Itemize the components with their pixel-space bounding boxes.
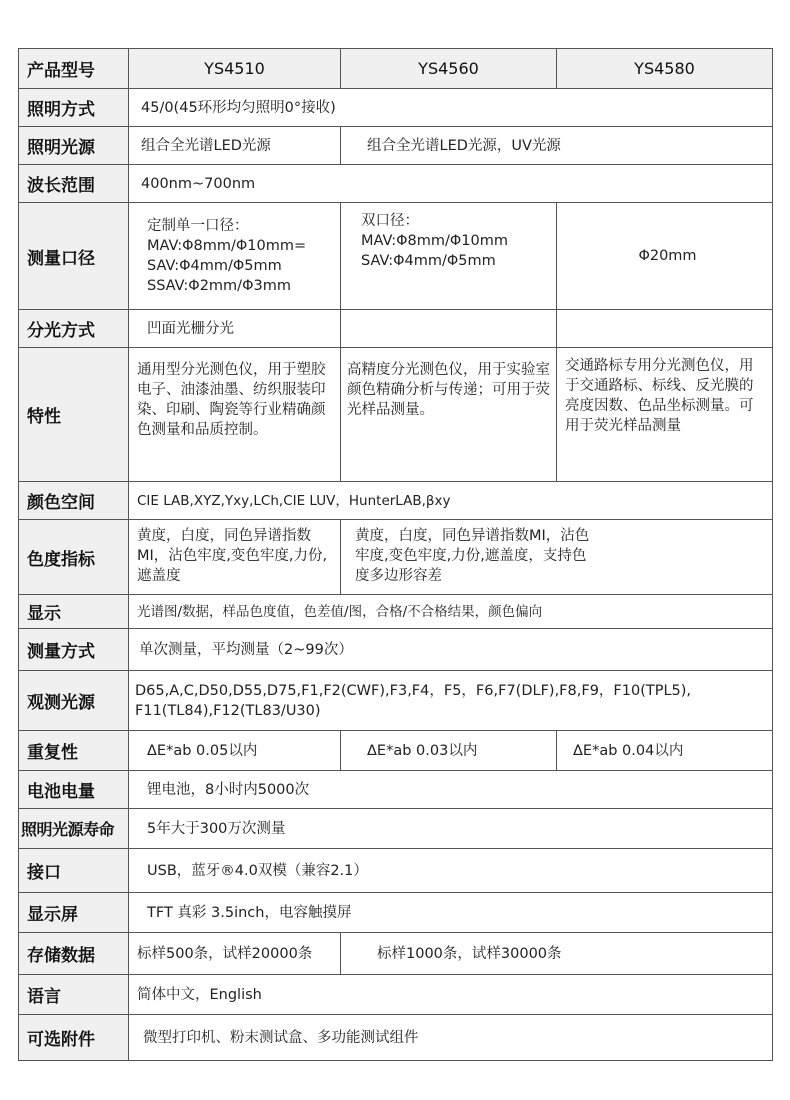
value-cell: 高精度分光测色仪，用于实验室颜色精确分析与传递；可用于荧光样品测量。 bbox=[341, 348, 557, 482]
row-model bbox=[19, 49, 773, 89]
row-spectral bbox=[19, 310, 773, 348]
value-cell: 黄度，白度，同色异谱指数MI，沾色牢度,变色牢度,力份,遮盖度 bbox=[129, 520, 341, 595]
row-label: 波长范围 bbox=[19, 165, 129, 203]
row-battery bbox=[19, 771, 773, 809]
value-cell: 组合全光谱LED光源，UV光源 bbox=[341, 127, 773, 165]
row-label: 颜色空间 bbox=[19, 482, 129, 520]
row-features bbox=[19, 348, 773, 482]
value-cell: 400nm~700nm bbox=[129, 165, 773, 203]
value-line: MAV:Φ8mm/Φ10mm bbox=[361, 233, 509, 249]
value-cell: USB，蓝牙®4.0双模（兼容2.1） bbox=[129, 849, 773, 893]
value-cell: ΔE*ab 0.05以内 bbox=[129, 731, 341, 771]
value-line: 双口径： bbox=[361, 213, 419, 229]
empty-cell bbox=[557, 310, 773, 348]
row-storage bbox=[19, 933, 773, 975]
row-colorimetric bbox=[19, 520, 773, 595]
value-cell: 通用型分光测色仪，用于塑胶电子、油漆油墨、纺织服装印染、印刷、陶瓷等行业精确颜色测量和品质控制。 bbox=[129, 348, 341, 482]
row-label: 产品型号 bbox=[19, 49, 129, 89]
row-label: 色度指标 bbox=[19, 520, 129, 595]
value-cell: 凹面光栅分光 bbox=[129, 310, 341, 348]
row-aperture bbox=[19, 203, 773, 310]
value-cell: 黄度，白度，同色异谱指数MI，沾色牢度,变色牢度,力份,遮盖度，支持色度多边形容差 bbox=[341, 520, 773, 595]
value-line: SAV:Φ4mm/Φ5mm bbox=[147, 258, 282, 274]
value-cell: 组合全光谱LED光源 bbox=[129, 127, 341, 165]
row-wavelength bbox=[19, 165, 773, 203]
value-line: SSAV:Φ2mm/Φ3mm bbox=[147, 278, 291, 294]
model-ys4580: YS4580 bbox=[557, 49, 773, 89]
value-cell: 45/0(45环形均匀照明0°接收) bbox=[129, 89, 773, 127]
value-line: MAV:Φ8mm/Φ10mm= bbox=[147, 238, 307, 254]
row-screen bbox=[19, 893, 773, 933]
value-cell: 锂电池，8小时内5000次 bbox=[129, 771, 773, 809]
row-observer-light bbox=[19, 671, 773, 731]
row-measure-mode bbox=[19, 629, 773, 671]
value-cell: D65,A,C,D50,D55,D75,F1,F2(CWF),F3,F4，F5，F6,F7(DLF),F8,F9，F10(TPL5), F11(TL84),F12(TL83/U30) bbox=[129, 671, 773, 731]
row-light-source bbox=[19, 127, 773, 165]
value-line: 定制单一口径： bbox=[147, 218, 249, 234]
row-label: 测量口径 bbox=[19, 203, 129, 310]
row-repeatability bbox=[19, 731, 773, 771]
row-display bbox=[19, 595, 773, 629]
row-label: 语言 bbox=[19, 975, 129, 1015]
value-cell: CIE LAB,XYZ,Yxy,LCh,CIE LUV，HunterLAB,βxy bbox=[129, 482, 773, 520]
row-illumination bbox=[19, 89, 773, 127]
row-label: 照明光源寿命 bbox=[19, 809, 129, 849]
value-cell: Φ20mm bbox=[557, 203, 773, 310]
value-cell: TFT 真彩 3.5inch，电容触摸屏 bbox=[129, 893, 773, 933]
row-label: 显示 bbox=[19, 595, 129, 629]
row-interface bbox=[19, 849, 773, 893]
value-cell: 标样500条，试样20000条 bbox=[129, 933, 341, 975]
value-cell bbox=[341, 203, 557, 310]
value-cell: 简体中文，English bbox=[129, 975, 773, 1015]
row-label: 重复性 bbox=[19, 731, 129, 771]
row-label: 存储数据 bbox=[19, 933, 129, 975]
row-label: 观测光源 bbox=[19, 671, 129, 731]
row-label: 照明方式 bbox=[19, 89, 129, 127]
row-language bbox=[19, 975, 773, 1015]
value-cell: 标样1000条，试样30000条 bbox=[341, 933, 773, 975]
value-cell: ΔE*ab 0.03以内 bbox=[341, 731, 557, 771]
row-label: 分光方式 bbox=[19, 310, 129, 348]
model-ys4560: YS4560 bbox=[341, 49, 557, 89]
row-label: 照明光源 bbox=[19, 127, 129, 165]
spec-table bbox=[18, 48, 773, 1061]
value-cell: ΔE*ab 0.04以内 bbox=[557, 731, 773, 771]
row-label: 测量方式 bbox=[19, 629, 129, 671]
row-color-space bbox=[19, 482, 773, 520]
model-ys4510: YS4510 bbox=[129, 49, 341, 89]
value-cell: 光谱图/数据，样品色度值，色差值/图，合格/不合格结果，颜色偏向 bbox=[129, 595, 773, 629]
row-label: 显示屏 bbox=[19, 893, 129, 933]
row-label: 可选附件 bbox=[19, 1015, 129, 1061]
value-cell: 微型打印机、粉末测试盒、多功能测试组件 bbox=[129, 1015, 773, 1061]
row-label: 电池电量 bbox=[19, 771, 129, 809]
row-lamp-life bbox=[19, 809, 773, 849]
row-accessories bbox=[19, 1015, 773, 1061]
value-cell bbox=[129, 203, 341, 310]
empty-cell bbox=[341, 310, 557, 348]
value-cell: 单次测量，平均测量（2~99次） bbox=[129, 629, 773, 671]
row-label: 接口 bbox=[19, 849, 129, 893]
value-cell: 5年大于300万次测量 bbox=[129, 809, 773, 849]
value-cell: 交通路标专用分光测色仪，用于交通路标、标线、反光膜的亮度因数、色品坐标测量。可用于荧光样品测量 bbox=[557, 348, 773, 482]
value-line: SAV:Φ4mm/Φ5mm bbox=[361, 253, 496, 269]
row-label: 特性 bbox=[19, 348, 129, 482]
